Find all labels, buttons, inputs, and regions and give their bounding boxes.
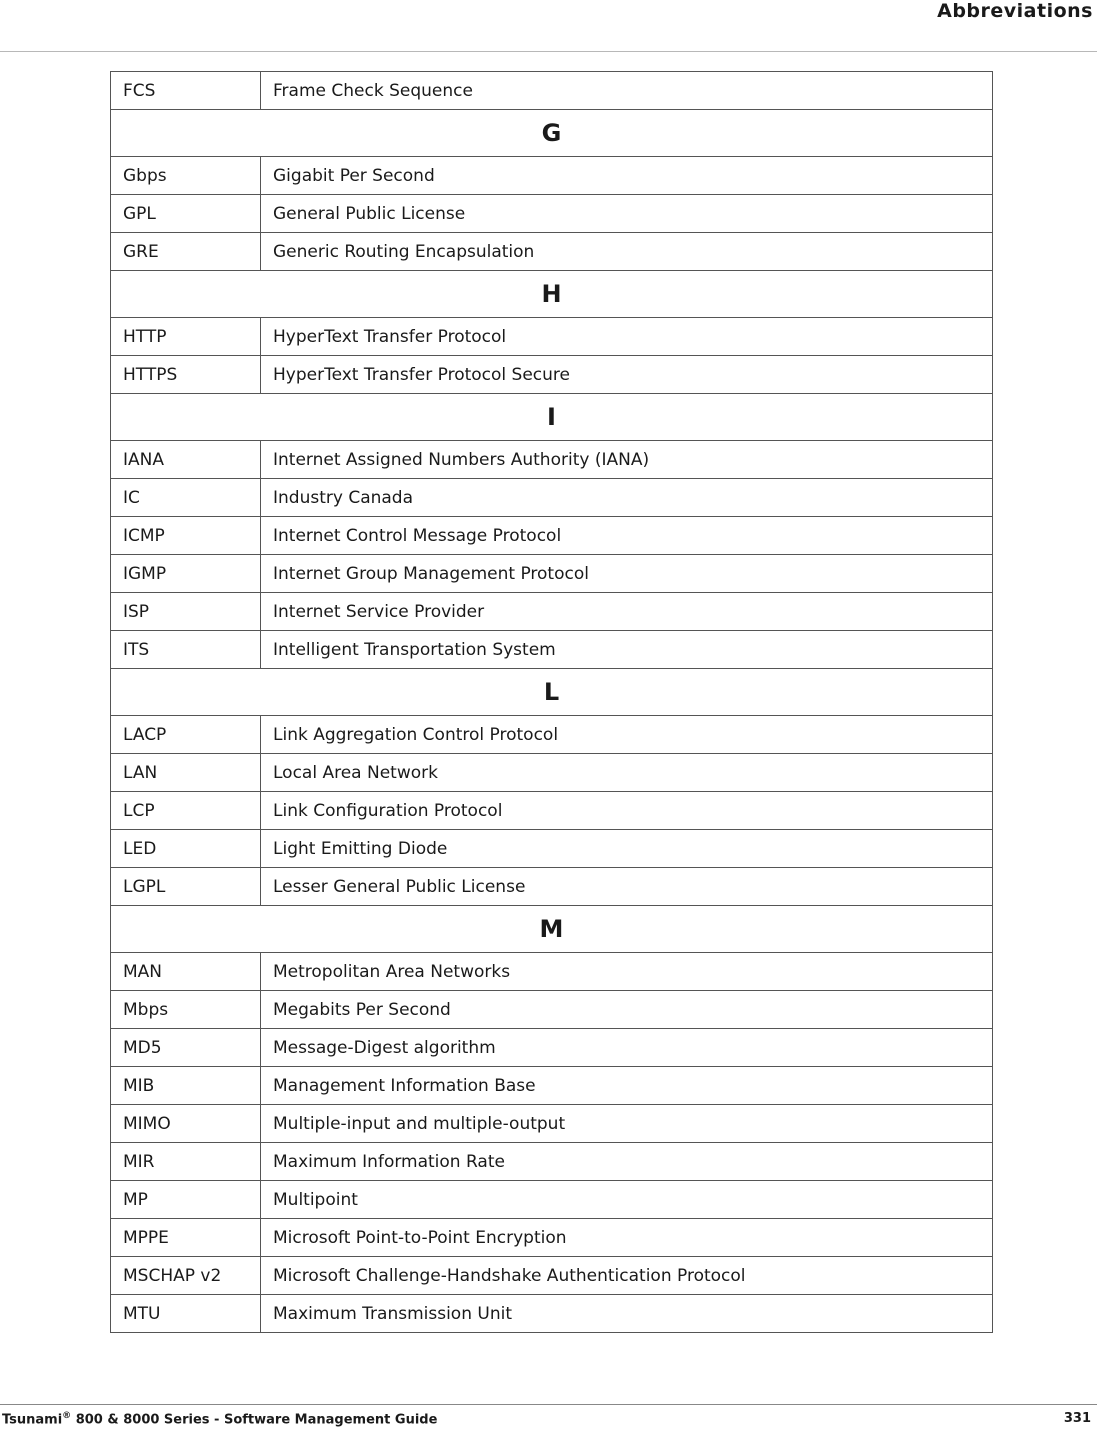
- table-row: [111, 953, 993, 991]
- definition-cell: Microsoft Point-to-Point Encryption: [261, 1219, 993, 1257]
- abbreviation-cell: LACP: [111, 716, 261, 754]
- table-row: [111, 991, 993, 1029]
- definition-cell: HyperText Transfer Protocol: [261, 318, 993, 356]
- table-row: [111, 868, 993, 906]
- table-row: [111, 792, 993, 830]
- definition-cell: Microsoft Challenge-Handshake Authentication Protocol: [261, 1257, 993, 1295]
- table-row: [111, 1295, 993, 1333]
- abbreviation-cell: Gbps: [111, 157, 261, 195]
- page-number: 331: [1063, 1411, 1091, 1426]
- definition-cell: Local Area Network: [261, 754, 993, 792]
- section-letter: H: [111, 271, 993, 318]
- section-header-row: [111, 906, 993, 953]
- section-header-row: [111, 669, 993, 716]
- abbreviation-cell: MAN: [111, 953, 261, 991]
- abbreviation-cell: MD5: [111, 1029, 261, 1067]
- table-row: [111, 441, 993, 479]
- definition-cell: Metropolitan Area Networks: [261, 953, 993, 991]
- table-row: [111, 1067, 993, 1105]
- definition-cell: General Public License: [261, 195, 993, 233]
- definition-cell: Maximum Transmission Unit: [261, 1295, 993, 1333]
- definition-cell: Industry Canada: [261, 479, 993, 517]
- footer-product-name: Tsunami: [2, 1412, 63, 1428]
- definition-cell: Multiple-input and multiple-output: [261, 1105, 993, 1143]
- abbreviation-cell: GRE: [111, 233, 261, 271]
- abbreviation-cell: MTU: [111, 1295, 261, 1333]
- abbreviations-table: [110, 71, 993, 1333]
- abbreviation-cell: IC: [111, 479, 261, 517]
- page-header-title: Abbreviations: [937, 0, 1093, 22]
- section-header-row: [111, 271, 993, 318]
- table-row: [111, 1181, 993, 1219]
- table-row: [111, 1143, 993, 1181]
- abbreviation-cell: MIR: [111, 1143, 261, 1181]
- abbreviation-cell: LAN: [111, 754, 261, 792]
- section-letter: L: [111, 669, 993, 716]
- section-header-row: [111, 394, 993, 441]
- table-row: [111, 356, 993, 394]
- definition-cell: Megabits Per Second: [261, 991, 993, 1029]
- table-row: [111, 1257, 993, 1295]
- definition-cell: Internet Assigned Numbers Authority (IANA): [261, 441, 993, 479]
- table-row: [111, 1029, 993, 1067]
- abbreviation-cell: MPPE: [111, 1219, 261, 1257]
- definition-cell: Link Aggregation Control Protocol: [261, 716, 993, 754]
- definition-cell: Intelligent Transportation System: [261, 631, 993, 669]
- definition-cell: Message-Digest algorithm: [261, 1029, 993, 1067]
- table-row: [111, 1105, 993, 1143]
- table-row: [111, 830, 993, 868]
- footer-divider: [0, 1404, 1097, 1405]
- abbreviation-cell: ICMP: [111, 517, 261, 555]
- table-row: [111, 555, 993, 593]
- section-letter: G: [111, 110, 993, 157]
- abbreviation-cell: ITS: [111, 631, 261, 669]
- abbreviation-cell: GPL: [111, 195, 261, 233]
- abbreviation-cell: HTTPS: [111, 356, 261, 394]
- abbreviation-cell: LCP: [111, 792, 261, 830]
- section-header-row: [111, 110, 993, 157]
- table-row: [111, 517, 993, 555]
- definition-cell: Internet Service Provider: [261, 593, 993, 631]
- definition-cell: Lesser General Public License: [261, 868, 993, 906]
- table-row: [111, 72, 993, 110]
- definition-cell: Maximum Information Rate: [261, 1143, 993, 1181]
- abbreviation-cell: ISP: [111, 593, 261, 631]
- table-row: [111, 1219, 993, 1257]
- definition-cell: HyperText Transfer Protocol Secure: [261, 356, 993, 394]
- table-row: [111, 195, 993, 233]
- section-letter: I: [111, 394, 993, 441]
- table-row: [111, 157, 993, 195]
- abbreviation-cell: Mbps: [111, 991, 261, 1029]
- abbreviation-cell: FCS: [111, 72, 261, 110]
- footer-guide-name: 800 & 8000 Series - Software Management Guide: [71, 1412, 438, 1428]
- definition-cell: Generic Routing Encapsulation: [261, 233, 993, 271]
- abbreviation-cell: MP: [111, 1181, 261, 1219]
- abbreviation-cell: MIB: [111, 1067, 261, 1105]
- definition-cell: Frame Check Sequence: [261, 72, 993, 110]
- table-row: [111, 631, 993, 669]
- definition-cell: Internet Control Message Protocol: [261, 517, 993, 555]
- table-row: [111, 593, 993, 631]
- definition-cell: Light Emitting Diode: [261, 830, 993, 868]
- table-row: [111, 318, 993, 356]
- abbreviation-cell: IGMP: [111, 555, 261, 593]
- abbreviation-cell: MIMO: [111, 1105, 261, 1143]
- abbreviation-cell: LGPL: [111, 868, 261, 906]
- registered-mark: ®: [62, 1411, 72, 1421]
- definition-cell: Gigabit Per Second: [261, 157, 993, 195]
- definition-cell: Link Configuration Protocol: [261, 792, 993, 830]
- header-divider: [0, 51, 1097, 52]
- footer-document-title: [2, 1411, 437, 1427]
- abbreviation-cell: HTTP: [111, 318, 261, 356]
- definition-cell: Internet Group Management Protocol: [261, 555, 993, 593]
- abbreviation-cell: LED: [111, 830, 261, 868]
- section-letter: M: [111, 906, 993, 953]
- abbreviation-cell: IANA: [111, 441, 261, 479]
- definition-cell: Management Information Base: [261, 1067, 993, 1105]
- abbreviation-cell: MSCHAP v2: [111, 1257, 261, 1295]
- definition-cell: Multipoint: [261, 1181, 993, 1219]
- table-row: [111, 233, 993, 271]
- table-row: [111, 754, 993, 792]
- table-row: [111, 716, 993, 754]
- table-row: [111, 479, 993, 517]
